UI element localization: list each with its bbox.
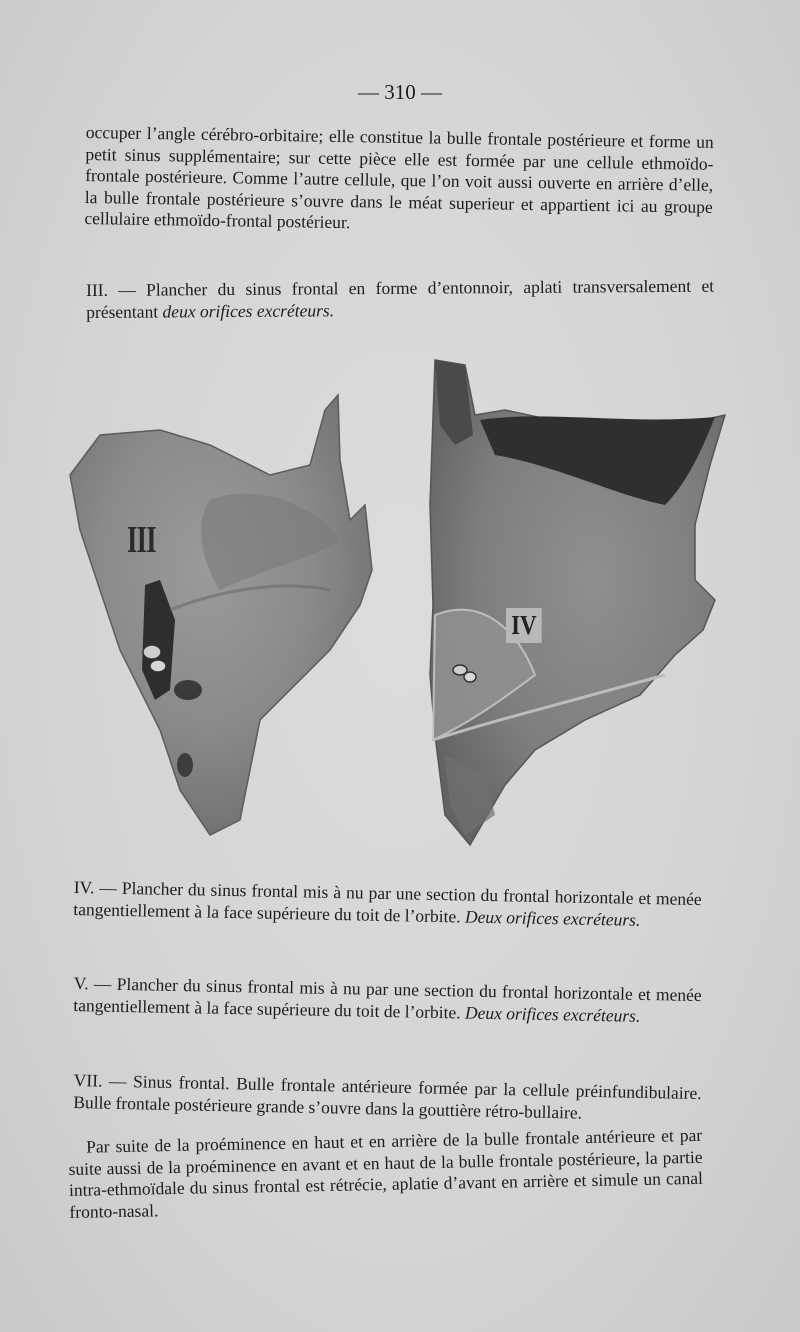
page-number: — 310 — <box>358 80 442 104</box>
caption-v-text: V. — Plancher du sinus frontal mis à nu par une section du frontal horizontale et menée tangentiellement à la face supérieure du toit de l’orbite. <box>73 973 702 1023</box>
figure-label-iii: III <box>127 519 156 561</box>
figure-iii-specimen <box>60 390 380 840</box>
figure-iv-specimen <box>425 355 730 850</box>
caption-iii-text: III. — Plancher du sinus frontal en forme d’entonnoir, aplati transversalement et présentant <box>86 275 715 322</box>
figure-label-iv: IV <box>506 608 542 643</box>
caption-iv-italic: Deux orifices excréteurs. <box>464 906 641 930</box>
caption-figure-v <box>73 973 702 1028</box>
caption-v-italic: Deux orifices excréteurs. <box>464 1002 641 1026</box>
caption-figure-iii <box>86 276 714 323</box>
caption-iii-italic: deux orifices excréteurs. <box>162 299 335 321</box>
paragraph-continuation: occuper l’angle cérébro-orbitaire; elle constitue la bulle frontale postérieure et forme un petit sinus supplémentaire; sur cette pièce elle est formée par une cellule ethmoïdo-frontale postérieure. Comme l’autre cellule, que l’on voit aussi ouverte en arrière d’elle, la bulle frontale postérieure s’ouvre dans le méat superieur et appartient ici au groupe cellulaire ethmoïdo-frontal postérieur. <box>84 122 714 233</box>
caption-iv-text: IV. — Plancher du sinus frontal mis à nu par une section du frontal horizontale et menée tangentiellement à la face supérieure du toit de l’orbite. <box>73 877 702 927</box>
caption-figure-vii: VII. — Sinus frontal. Bulle frontale antérieure formée par la cellule préinfundibulaire. Bulle frontale postérieure grande s’ouvre dans la gouttière rétro-bullaire. <box>73 1070 702 1123</box>
paragraph-conclusion: Par suite de la proéminence en haut et en arrière de la bulle frontale antérieure et par suite aussi de la proéminence en avant et en haut de la bulle frontale postérieure, la partie intra-ethmoïdale du sinus frontal est rétrécie, aplatie d’avant en arrière et simule un canal fronto-nasal. <box>68 1124 704 1222</box>
bone-shape-iii <box>70 395 372 835</box>
caption-figure-iv <box>73 877 702 932</box>
